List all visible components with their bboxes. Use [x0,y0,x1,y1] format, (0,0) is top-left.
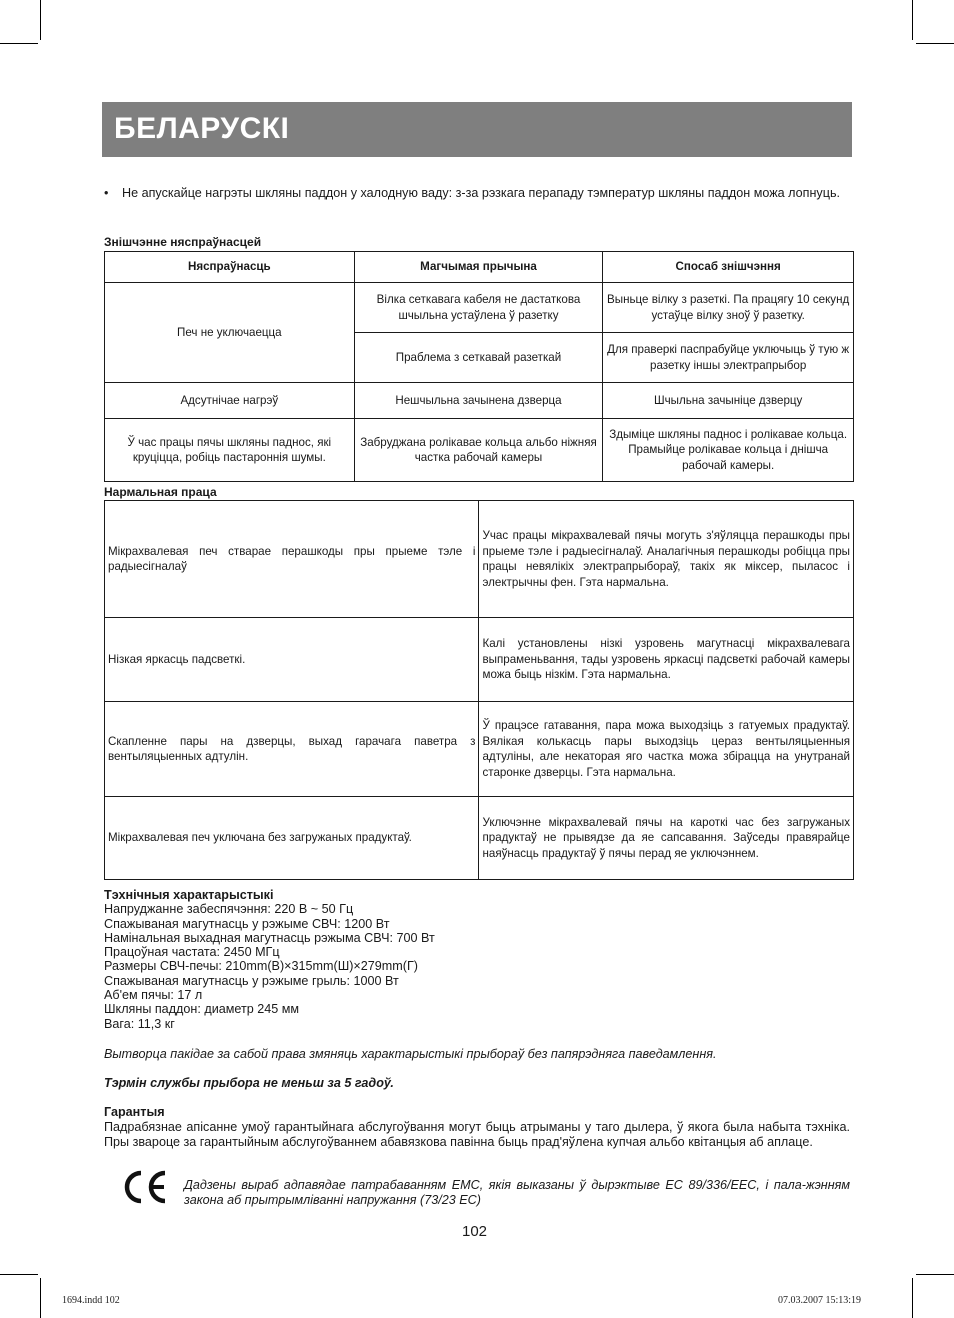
crop-mark [916,43,954,44]
table-header-row [105,252,854,283]
symptom-cell: Нізкая яркасць падсветкі. [105,618,479,702]
timestamp-slug: 07.03.2007 15:13:19 [778,1295,862,1306]
cause-cell: Нешчыльна зачынена дзверца [354,383,603,419]
spec-line: Аб'ем пячы: 17 л [104,988,203,1003]
table-row [105,618,854,702]
symptom-cell: Скапленне пары на дзверцы, выхад гарачага паветра з вентыляцыенных адтулін. [105,702,479,797]
spec-line: Працоўная частата: 2450 МГц [104,945,280,960]
explanation-cell: Учас працы мікрахвалевай пячы могуть з'яўляцца перашкоды пры прыеме тэле і радыесігналаў. Аналагічныя перашкоды робіцца пры працы невялікіх электрапрыбораў, такіх як міксер, пыласос і электрычны фен. Гэта нармальна. [479,501,854,618]
service-life-note: Тэрмін службы прыбора не меньш за 5 гадоў. [104,1076,394,1090]
troubleshooting-heading: Знішчэнне няспраўнасцей [104,235,262,249]
cause-cell: Праблема з сеткавай разеткай [354,333,603,383]
bullet-text: Не апускайце нагрэты шкляны паддон у халодную ваду: з-за рэзкага перападу тэмператур шкляны паддон можа лопнуць. [122,186,841,200]
guarantee-section [104,1105,850,1150]
crop-mark [40,0,41,40]
spec-line: Намінальная выхадная магутнасць рэжыма СВЧ: 700 Вт [104,930,435,945]
crop-mark [912,0,913,40]
file-slug: 1694.indd 102 [62,1295,120,1306]
page-number: 102 [462,1223,488,1240]
table-row [105,283,854,333]
column-header: Спосаб знішчэння [603,252,854,283]
crop-mark [0,43,38,44]
crop-mark [912,1278,913,1318]
spec-line: Вага: 11,3 кг [104,1016,175,1031]
guarantee-heading: Гарантыя [104,1105,165,1119]
warning-bullet [104,186,850,201]
spec-line: Спажываная магутнасць у рэжыме СВЧ: 1200 Вт [104,916,390,931]
problem-cell: Печ не уключаецца [105,283,355,383]
column-header: Няспраўнасць [105,252,355,283]
symptom-cell: Мікрахвалевая печ уключана без загружаных прадуктаў. [105,797,479,880]
cause-cell: Вілка сеткавага кабеля не дастаткова шчыльна устаўлена ў разетку [354,283,603,333]
normal-operation-heading: Нармальная праца [104,485,217,499]
language-banner [102,102,852,157]
normal-operation-table [104,500,854,880]
spec-line: Размеры СВЧ-печы: 210mm(В)×315mm(Ш)×279mm(Г) [104,959,418,974]
solution-cell: Выньце вілку з разеткі. Па працягу 10 секунд устаўце вілку зноў ў разетку. [603,283,854,333]
explanation-cell: Ў працэсе гатавання, пара можа выходзіць з гатуемых прадуктаў. Вялікая колькасць пары выходзіць цераз вентыляцыенныя адтуліны, але некаторая яго частка можа збірацца на унутранай старонке дзверцы. Гэта нармальна. [479,702,854,797]
problem-cell: Адсутнічае нагрэў [105,383,355,419]
table-row [105,797,854,880]
table-row [105,383,854,419]
spec-line: Спажываная магутнасць у рэжыме грыль: 1000 Вт [104,973,399,988]
guarantee-text: Падрабязнае апісанне умоў гарантыйнага абслугоўвання могут быць атрыманы у таго дылера, ў якога была набыта тэхніка. Пры звароце за гарантыйным абслугоўваннем абавязкова павінна быць прад'яўлена купчая альбо квітанцыя аб аплаце. [104,1120,850,1149]
ce-compliance-text: Дадзены выраб адпавядае патрабаванням EMC, якія выказаны ў дырэктыве EC 89/336/EEC, і пала-жэнням закона аб прытрымліванні напружання (73/23 EC) [184,1178,850,1207]
explanation-cell: Калі установлены нізкі узровень магутнасці мікрахвалевага выпраменьвання, тады узровень яркасці падсветкі рабочай камеры можа быць нізкім. Гэта нармальна. [479,618,854,702]
solution-cell: Шчыльна зачыніце дзверцу [603,383,854,419]
ce-mark-icon [120,1168,170,1206]
manufacturer-note: Вытворца пакідае за сабой права змяняць характарыстыкі прыбораў без папярэдняга паведамлення. [104,1047,717,1061]
page-title: БЕЛАРУСКІ [114,112,290,145]
spec-line: Шкляны паддон: диаметр 245 мм [104,1002,300,1017]
crop-mark [916,1274,954,1275]
explanation-cell: Уключэнне мікрахвалевай пячы на кароткі час без загружаных прадуктаў не прывядзе да яе сапсавання. Заўседы правярайце наяўнасць прадуктаў ў пячы перад яе уключэннем. [479,797,854,880]
troubleshooting-table [104,251,854,482]
spec-line: Напруджанне забеспячэння: 220 В ~ 50 Гц [104,902,354,917]
bullet-mark: • [104,186,109,200]
solution-cell: Для праверкі паспрабуйце уключыць ў тую ж разетку іншы электрапрыбор [603,333,854,383]
table-row [105,501,854,618]
specs-heading: Тэхнічныя характарыстыкі [104,888,274,902]
solution-cell: Здыміце шкляны паднос і ролікавае кольца. Прамыйце ролікавае кольца і днішча рабочай камеры. [603,419,854,482]
table-row [105,702,854,797]
crop-mark [0,1274,38,1275]
column-header: Магчымая прычына [354,252,603,283]
technical-specs [104,888,435,1031]
cause-cell: Забруджана ролікавае кольца альбо ніжняя частка рабочай камеры [354,419,603,482]
crop-mark [40,1278,41,1318]
symptom-cell: Мікрахвалевая печ стварае перашкоды пры прыеме тэле і радыесігналаў [105,501,479,618]
problem-cell: Ў час працы пячы шкляны паднос, які круціцца, робіць пастароннія шумы. [105,419,355,482]
table-row [105,419,854,482]
